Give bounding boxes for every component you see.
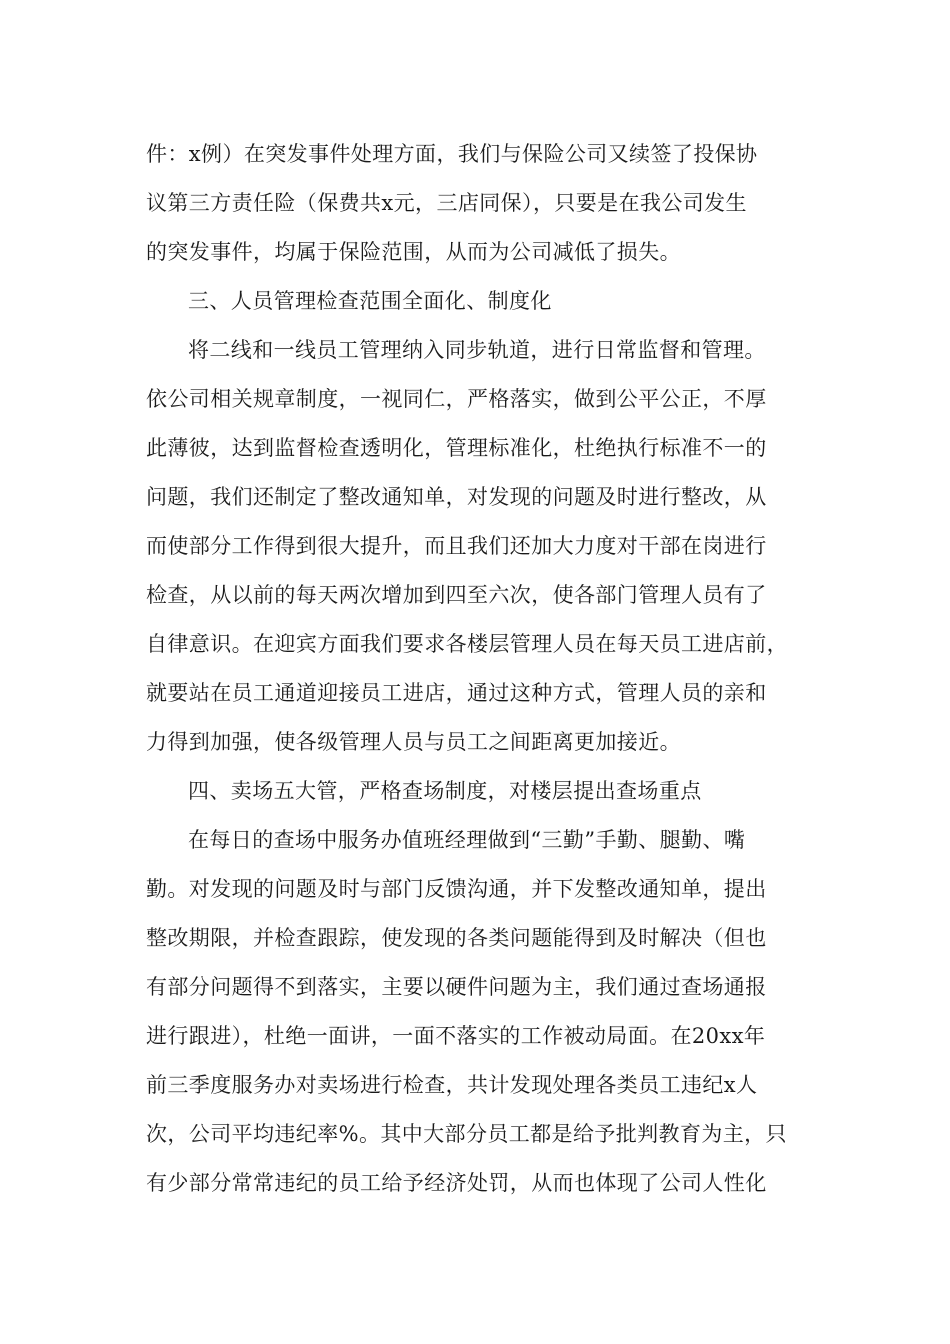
text-line: 的突发事件，均属于保险范围，从而为公司减低了损失。 xyxy=(146,240,681,264)
text-line: 件：x例）在突发事件处理方面，我们与保险公司又续签了投保协 xyxy=(146,142,758,166)
text-line: 而使部分工作得到很大提升，而且我们还加大力度对干部在岗进行 xyxy=(146,534,767,558)
paragraph-start: 将二线和一线员工管理纳入同步轨道，进行日常监督和管理。 xyxy=(188,338,766,362)
text-line: 次，公司平均违纪率%。其中大部分员工都是给予批判教育为主，只 xyxy=(146,1122,787,1146)
text-line: 就要站在员工通道迎接员工进店，通过这种方式，管理人员的亲和 xyxy=(146,681,767,705)
text-line: 力得到加强，使各级管理人员与员工之间距离更加接近。 xyxy=(146,730,681,754)
text-line: 此薄彼，达到监督检查透明化，管理标准化，杜绝执行标准不一的 xyxy=(146,436,767,460)
section-heading-4: 四、卖场五大管，严格查场制度，对楼层提出查场重点 xyxy=(188,779,702,803)
text-line: 进行跟进），杜绝一面讲，一面不落实的工作被动局面。在20xx年 xyxy=(146,1024,766,1048)
paragraph-start: 在每日的查场中服务办值班经理做到“三勤”手勤、腿勤、嘴 xyxy=(188,828,746,852)
text-line: 议第三方责任险（保费共x元，三店同保），只要是在我公司发生 xyxy=(146,191,747,215)
text-line: 问题，我们还制定了整改通知单，对发现的问题及时进行整改，从 xyxy=(146,485,767,509)
text-line: 整改期限，并检查跟踪，使发现的各类问题能得到及时解决（但也 xyxy=(146,926,767,950)
text-line: 有少部分常常违纪的员工给予经济处罚，从而也体现了公司人性化 xyxy=(146,1171,767,1195)
text-line: 依公司相关规章制度，一视同仁，严格落实，做到公平公正，不厚 xyxy=(146,387,767,411)
text-line: 勤。对发现的问题及时与部门反馈沟通，并下发整改通知单，提出 xyxy=(146,877,767,901)
text-line: 有部分问题得不到落实，主要以硬件问题为主，我们通过查场通报 xyxy=(146,975,767,999)
text-line: 检查，从以前的每天两次增加到四至六次，使各部门管理人员有了 xyxy=(146,583,767,607)
text-line: 自律意识。在迎宾方面我们要求各楼层管理人员在每天员工进店前， xyxy=(146,632,788,656)
section-heading-3: 三、人员管理检查范围全面化、制度化 xyxy=(188,289,552,313)
text-line: 前三季度服务办对卖场进行检查，共计发现处理各类员工违纪x人 xyxy=(146,1073,758,1097)
